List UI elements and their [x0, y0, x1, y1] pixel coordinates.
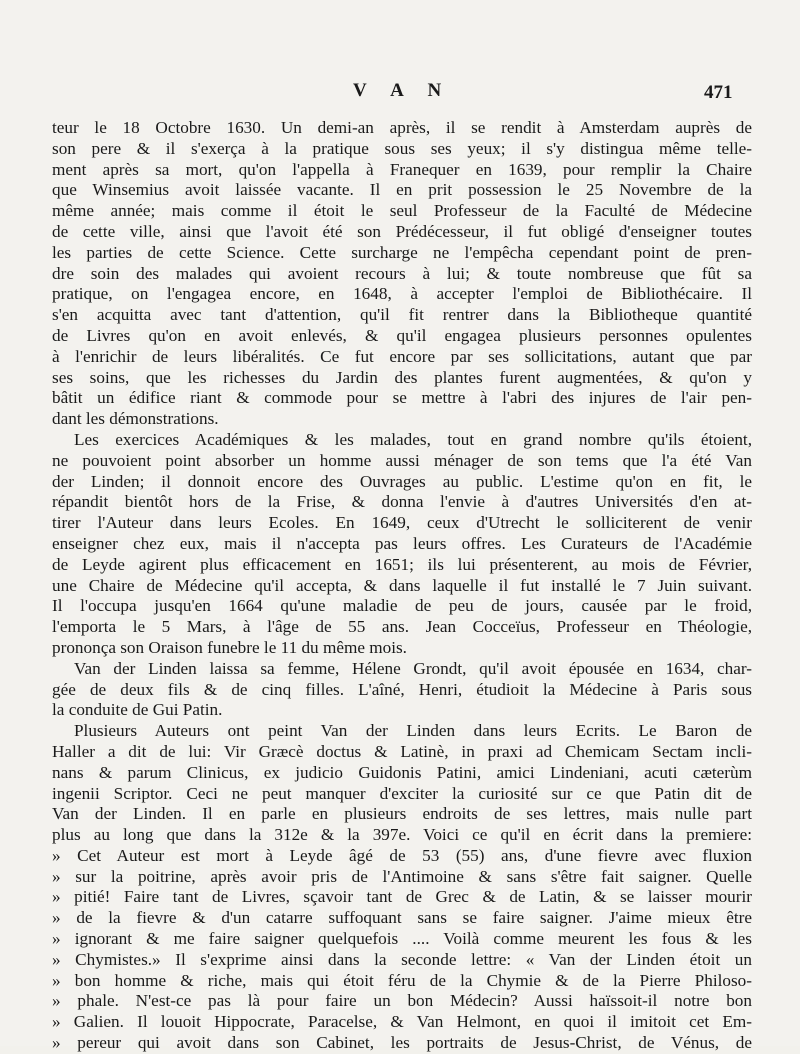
- text-line: à l'enrichir de leurs libéralités. Ce fut encore par ses sollicitations, autant que par: [52, 346, 752, 366]
- text-line: une Chaire de Médecine qu'il accepta, & dans laquelle il fut installé le 7 Juin suivant.: [52, 575, 752, 595]
- text-line: Plusieurs Auteurs ont peint Van der Linden dans leurs Ecrits. Le Baron de: [74, 721, 752, 741]
- text-line: Haller a dit de lui: Vir Græcè doctus & Latinè, in praxi ad Chemicam Sectam incli-: [52, 741, 752, 761]
- text-line: prononça son Oraison funebre le 11 du même mois.: [52, 637, 407, 657]
- body-text: [52, 118, 752, 1054]
- text-line: Les exercices Académiques & les malades, tout en grand nombre qu'ils étoient,: [74, 429, 752, 449]
- text-line: ne pouvoient point absorber un homme aussi ménager de son tems que l'a été Van: [52, 450, 752, 470]
- text-line: pratique, on l'engagea encore, en 1648, à accepter l'emploi de Bibliothécaire. Il: [52, 284, 752, 304]
- text-line: » pitié! Faire tant de Livres, sçavoir tant de Grec & de Latin, & se laisser mourir: [52, 887, 752, 907]
- text-line: ingenii Scriptor. Ceci ne peut manquer d'exciter la curiosité sur ce que Patin dit de: [52, 783, 752, 803]
- text-line: plus au long que dans la 312e & la 397e. Voici ce qu'il en écrit dans la premiere:: [52, 825, 752, 845]
- text-line: son pere & il s'exerça à la pratique sous ses yeux; il s'y distingua même telle-: [52, 138, 752, 158]
- text-line: les parties de cette Science. Cette surcharge ne l'empêcha cependant point de pren-: [52, 242, 752, 262]
- text-line: l'emporta le 5 Mars, à l'âge de 55 ans. Jean Cocceïus, Professeur en Théologie,: [52, 617, 752, 637]
- running-head: [0, 80, 800, 110]
- text-line: même année; mais comme il étoit le seul Professeur de la Faculté de Médecine: [52, 201, 752, 221]
- text-line: » pereur qui avoit dans son Cabinet, les portraits de Jesus-Christ, de Vénus, de: [52, 1033, 752, 1053]
- text-line: s'en acquitta avec tant d'attention, qu'il fit rentrer dans la Bibliotheque quantité: [52, 305, 752, 325]
- text-line: nans & parum Clinicus, ex judicio Guidonis Patini, amici Lindeniani, acuti cæterùm: [52, 762, 752, 782]
- text-line: bâtit un édifice riant & commode pour se mettre à l'abri des injures de l'air pen-: [52, 388, 752, 408]
- text-line: der Linden; il donnoit encore des Ouvrages au public. L'estime qu'on en fit, le: [52, 471, 752, 491]
- text-line: » bon homme & riche, mais qui étoit féru de la Chymie & de la Pierre Philoso-: [52, 970, 752, 990]
- text-line: » sur la poitrine, après avoir pris de l'Antimoine & sans s'être fait saigner. Quelle: [52, 866, 752, 886]
- text-line: tirer l'Auteur dans leurs Ecoles. En 1649, ceux d'Utrecht le solliciterent de venir: [52, 513, 752, 533]
- text-line: de Livres qu'on en avoit enlevés, & qu'il engagea plusieurs personnes opulentes: [52, 325, 752, 345]
- text-line: dre soin des malades qui avoient recours à lui; & toute nombreuse que fût sa: [52, 263, 752, 283]
- text-line: » Galien. Il louoit Hippocrate, Paracelse, & Van Helmont, en quoi il imitoit cet Em-: [52, 1012, 752, 1032]
- page-number: 471: [704, 82, 733, 103]
- text-line: ses soins, que les richesses du Jardin des plantes furent augmentées, & qu'on y: [52, 367, 752, 387]
- text-line: » phale. N'est-ce pas là pour faire un bon Médecin? Aussi haïssoit-il notre bon: [52, 991, 752, 1011]
- text-line: » ignorant & me faire saigner quelquefois .... Voilà comme meurent les fous & les: [52, 929, 752, 949]
- text-line: Il l'occupa jusqu'en 1664 qu'une maladie de peu de jours, causée par le froid,: [52, 596, 752, 616]
- text-line: Van der Linden laissa sa femme, Hélene Grondt, qu'il avoit épousée en 1634, char-: [74, 658, 752, 678]
- text-line: gée de deux fils & de cinq filles. L'aîné, Henri, étudioit la Médecine à Paris sous: [52, 679, 752, 699]
- running-title: V A N: [353, 80, 452, 101]
- text-line: teur le 18 Octobre 1630. Un demi-an après, il se rendit à Amsterdam auprès de: [52, 118, 752, 137]
- text-line: Van der Linden. Il en parle en plusieurs endroits de ses lettres, mais nulle part: [52, 804, 752, 824]
- text-line: de Leyde agirent plus efficacement en 1651; ils lui présenterent, au mois de Février,: [52, 554, 752, 574]
- text-line: enseigner chez eux, mais il n'accepta pas leurs offres. Les Curateurs de l'Académie: [52, 533, 752, 553]
- text-line: de cette ville, ainsi que l'avoit été son Prédécesseur, il fut obligé d'enseigner toutes: [52, 221, 752, 241]
- text-line: » Chymistes.» Il s'exprime ainsi dans la seconde lettre: « Van der Linden étoit un: [52, 949, 752, 969]
- text-line: dant les démonstrations.: [52, 409, 219, 429]
- text-line: que Winsemius avoit laissée vacante. Il en prit possession le 25 Novembre de la: [52, 180, 752, 200]
- text-line: » Cet Auteur est mort à Leyde âgé de 53 (55) ans, d'une fievre avec fluxion: [52, 845, 752, 865]
- text-line: répandit bientôt hors de la Frise, & donna l'envie à d'autres Universités d'en at-: [52, 492, 752, 512]
- text-line: » de la fievre & d'un catarre suffoquant sans se faire saigner. J'aime mieux être: [52, 908, 752, 928]
- text-line: ment après sa mort, qu'on l'appella à Franequer en 1639, pour remplir la Chaire: [52, 159, 752, 179]
- text-line: la conduite de Gui Patin.: [52, 700, 223, 720]
